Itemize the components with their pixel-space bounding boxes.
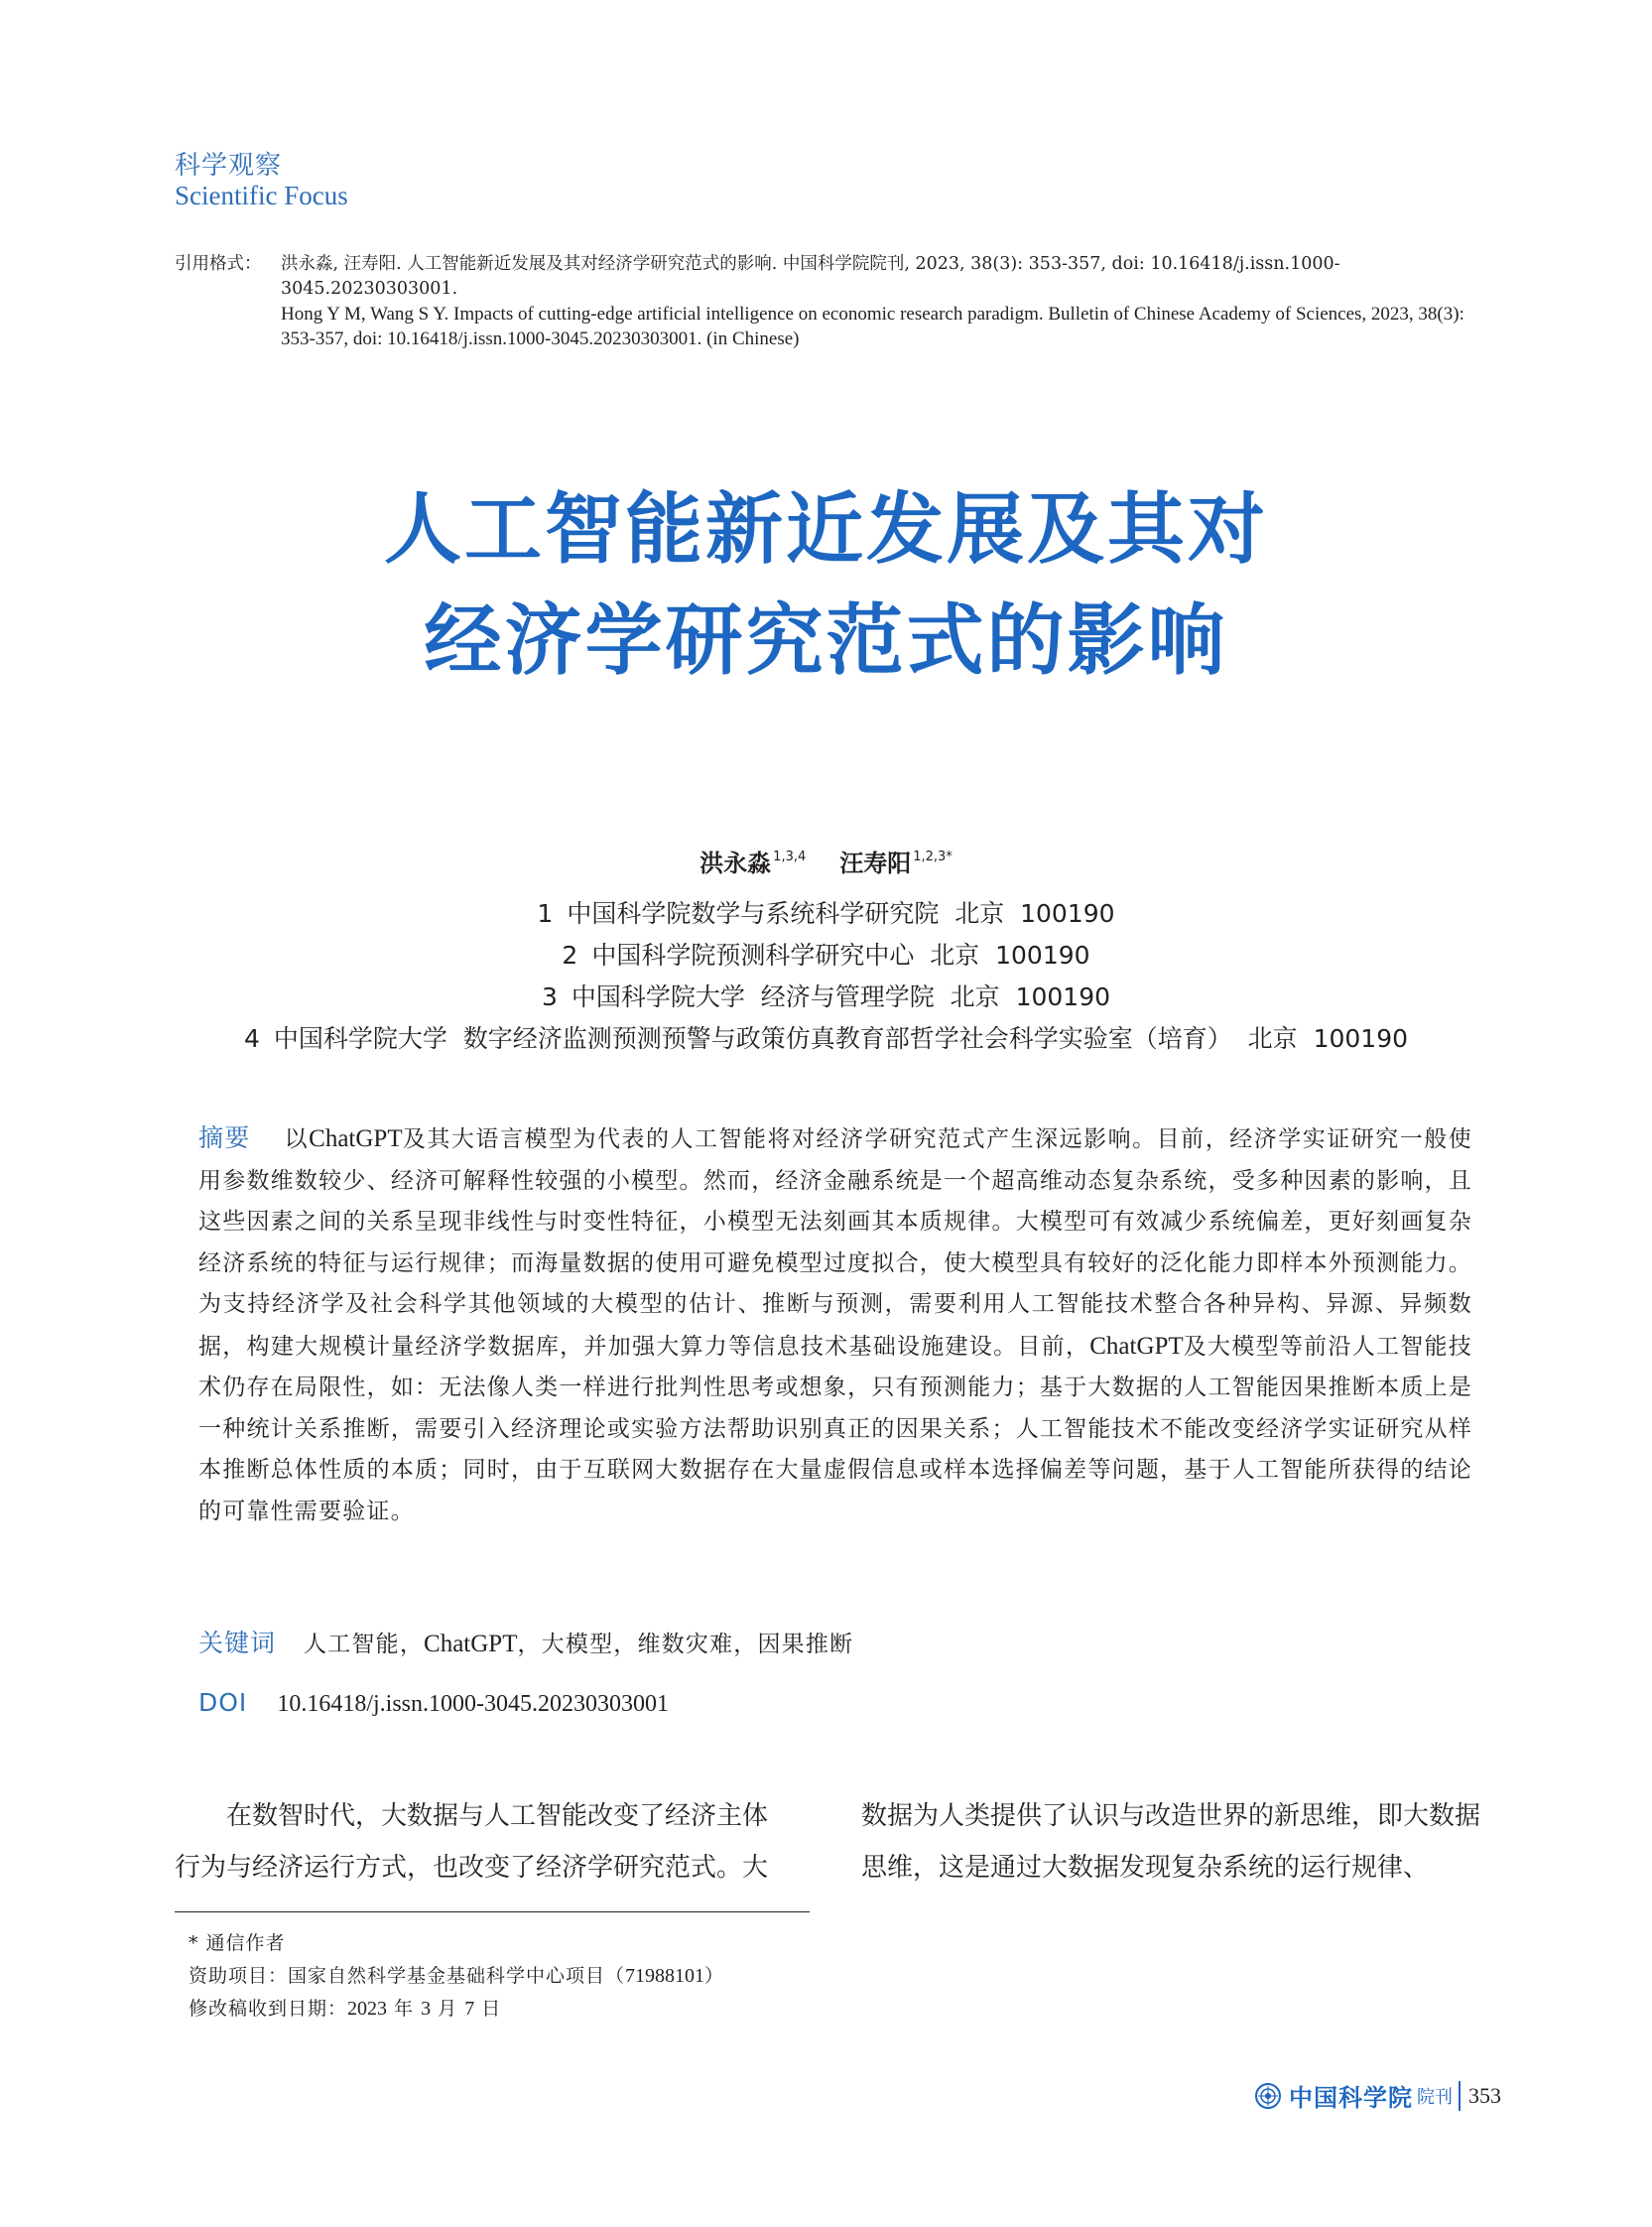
article-title [0, 474, 1652, 697]
section-label-cn: 科学观察 [175, 151, 283, 181]
citation-block [175, 252, 1494, 351]
doi-label: DOI [198, 1688, 248, 1717]
footer-separator [1459, 2081, 1461, 2111]
body-column-left [175, 1790, 790, 1894]
affiliation-item: 4 中国科学院大学 数字经济监测预测预警与政策仿真教育部哲学社会科学实验室（培育） 北京 100190 [243, 1024, 1409, 1053]
footnote-revised-date: 修改稿收到日期：2023 年 3 月 7 日 [189, 1998, 502, 2020]
footnote-corresponding: * 通信作者 [189, 1932, 286, 1954]
author-list [0, 844, 1652, 878]
journal-name: 中国科学院 [1289, 2083, 1413, 2112]
body-paragraph: 数据为人类提供了认识与改造世界的新思维，即大数据思维，这是通过大数据发现复杂系统的运行规律、 [861, 1801, 1481, 1883]
footnote-divider [175, 1911, 810, 1912]
author-affiliation-marks: 1,2,3* [913, 850, 953, 864]
page-footer [1255, 2078, 1501, 2113]
abstract-label: 摘要 [198, 1123, 251, 1152]
affiliation-item: 2 中国科学院预测科学研究中心 北京 100190 [562, 941, 1090, 970]
keywords: 关键词 人工智能，ChatGPT，大模型，维数灾难，因果推断 [198, 1629, 854, 1657]
title-line-2: 经济学研究范式的影响 [424, 596, 1228, 686]
affiliation-list [0, 893, 1652, 1060]
doi-line [198, 1688, 669, 1718]
citation-en: Hong Y M, Wang S Y. Impacts of cutting-edge artificial intelligence on economic research paradigm. Bulletin of Chinese Academy of Sciences, 2023, 38(3): 353-357, doi: 10.16418/j.issn.1000-3045.20230303001. (in Chinese) [281, 304, 1464, 349]
citation-label: 引用格式： [175, 254, 262, 274]
author-name: 洪永淼 [699, 850, 772, 877]
section-label-en: Scientific Focus [175, 181, 348, 210]
doi-link[interactable]: 10.16418/j.issn.1000-3045.20230303001 [277, 1691, 669, 1717]
page-number: 353 [1468, 2082, 1501, 2108]
cas-emblem-icon [1255, 2083, 1281, 2109]
title-line-1: 人工智能新近发展及其对 [383, 485, 1268, 575]
journal-suffix: 院刊 [1417, 2086, 1453, 2108]
affiliation-item: 1 中国科学院数学与系统科学研究院 北京 100190 [537, 899, 1115, 928]
abstract: 摘要 以ChatGPT及其大语言模型为代表的人工智能将对经济学研究范式产生深远影响。目前，经济学实证研究一般使用参数维数较少、经济可解释性较强的小模型。然而，经济金融系统是一个超高维动态复杂系统，受多种因素的影响，且这些因素之间的关系呈现非线性与时变性特征，小模型无法刻画其本质规律。大模型可有效减少系统偏差，更好刻画复杂经济系统的特征与运行规律；而海量数据的使用可避免模型过度拟合，使大模型具有较好的泛化能力即样本外预测能力。为支持经济学及社会科学其他领域的大模型的估计、推断与预测，需要利用人工智能技术整合各种异构、异源、异频数据，构建大规模计量经济学数据库，并加强大算力等信息技术基础设施建设。目前，ChatGPT及大模型等前沿人工智能技术仍存在局限性，如：无法像人类一样进行批判性思考或想象，只有预测能力；基于大数据的人工智能因果推断本质上是一种统计关系推断，需要引入经济理论或实验方法帮助识别真正的因果关系；人工智能技术不能改变经济学实证研究从样本推断总体性质的本质；同时，由于互联网大数据存在大量虚假信息或样本选择偏差等问题，基于人工智能所获得的结论的可靠性需要验证。 [198, 1123, 1473, 1524]
author-name: 汪寿阳 [839, 850, 912, 877]
body-paragraph: 在数智时代，大数据与人工智能改变了经济主体行为与经济运行方式，也改变了经济学研究范式。大 [175, 1801, 769, 1883]
citation-cn: 洪永淼, 汪寿阳. 人工智能新近发展及其对经济学研究范式的影响. 中国科学院院刊, 2023, 38(3): 353-357, doi: 10.16418/j.issn.1000-3045.20230303001. [281, 254, 1340, 299]
footnotes [189, 1927, 724, 2026]
body-column-right [861, 1790, 1486, 1894]
keywords-label: 关键词 [198, 1629, 277, 1657]
affiliation-item: 3 中国科学院大学 经济与管理学院 北京 100190 [541, 982, 1111, 1011]
footnote-funding: 资助项目：国家自然科学基金基础科学中心项目（71988101） [189, 1965, 725, 1987]
author-affiliation-marks: 1,3,4 [773, 850, 807, 864]
